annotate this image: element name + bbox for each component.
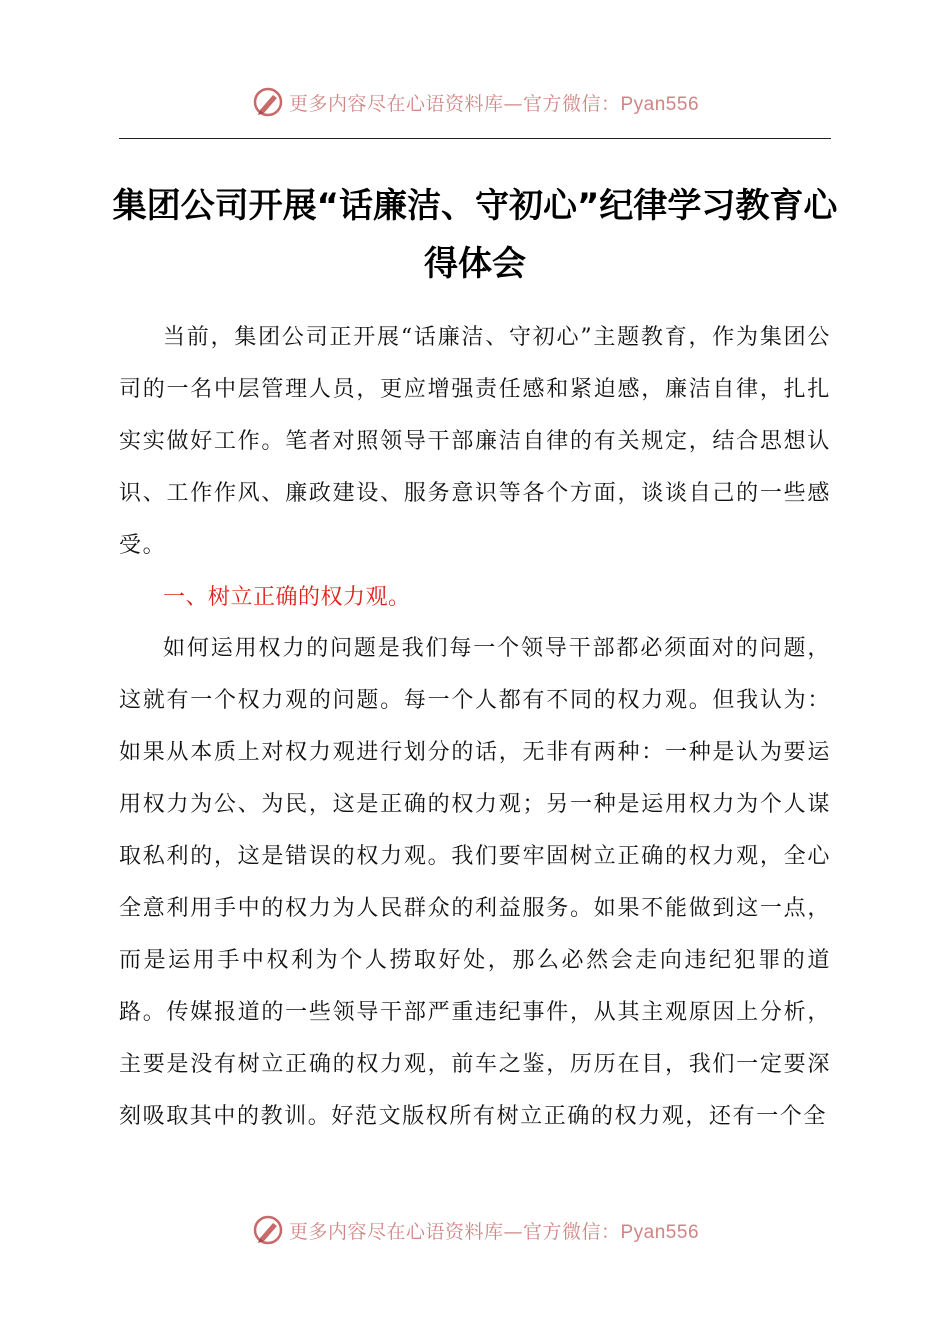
section-1-paragraph: 如何运用权力的问题是我们每一个领导干部都必须面对的问题，这就有一个权力观的问题。每一个人都有不同的权力观。但我认为：如果从本质上对权力观进行划分的话，无非有两种：一种是认为要运用权力为公、为民，这是正确的权力观；另一种是运用权力为个人谋取私利的，这是错误的权力观。我们要牢固树立正确的权力观，全心全意利用手中的权力为人民群众的利益服务。如果不能做到这一点，而是运用手中权利为个人捞取好处，那么必然会走向违纪犯罪的道路。传媒报道的一些领导干部严重违纪事件，从其主观原因上分析，主要是没有树立正确的权力观，前车之鉴，历历在目，我们一定要深刻吸取其中的教训。好范文版权所有树立正确的权力观，还有一个全 [119, 636, 831, 1129]
document-title: 集团公司开展“话廉洁、守初心”纪律学习教育心得体会 [112, 186, 838, 284]
watermark-label: 更多内容尽在心语资料库—官方微信： [288, 1220, 621, 1243]
wechat-id: Pyan556 [620, 1221, 700, 1243]
watermark-text [289, 89, 699, 116]
header-divider [119, 138, 831, 139]
watermark-text [289, 1217, 699, 1244]
footer-watermark [0, 1210, 950, 1250]
wechat-id: Pyan556 [620, 93, 700, 115]
pen-logo-icon [251, 1213, 285, 1247]
section-heading-1: 一、树立正确的权力观。 [163, 584, 411, 610]
document-body [119, 312, 831, 1143]
pen-logo-icon [251, 85, 285, 119]
intro-paragraph: 当前，集团公司正开展“话廉洁、守初心”主题教育，作为集团公司的一名中层管理人员，更应增强责任感和紧迫感，廉洁自律，扎扎实实做好工作。笔者对照领导干部廉洁自律的有关规定，结合思想认识、工作作风、廉政建设、服务意识等各个方面，谈谈自己的一些感受。 [119, 325, 831, 558]
header-watermark [0, 82, 950, 122]
watermark-label: 更多内容尽在心语资料库—官方微信： [288, 92, 621, 115]
